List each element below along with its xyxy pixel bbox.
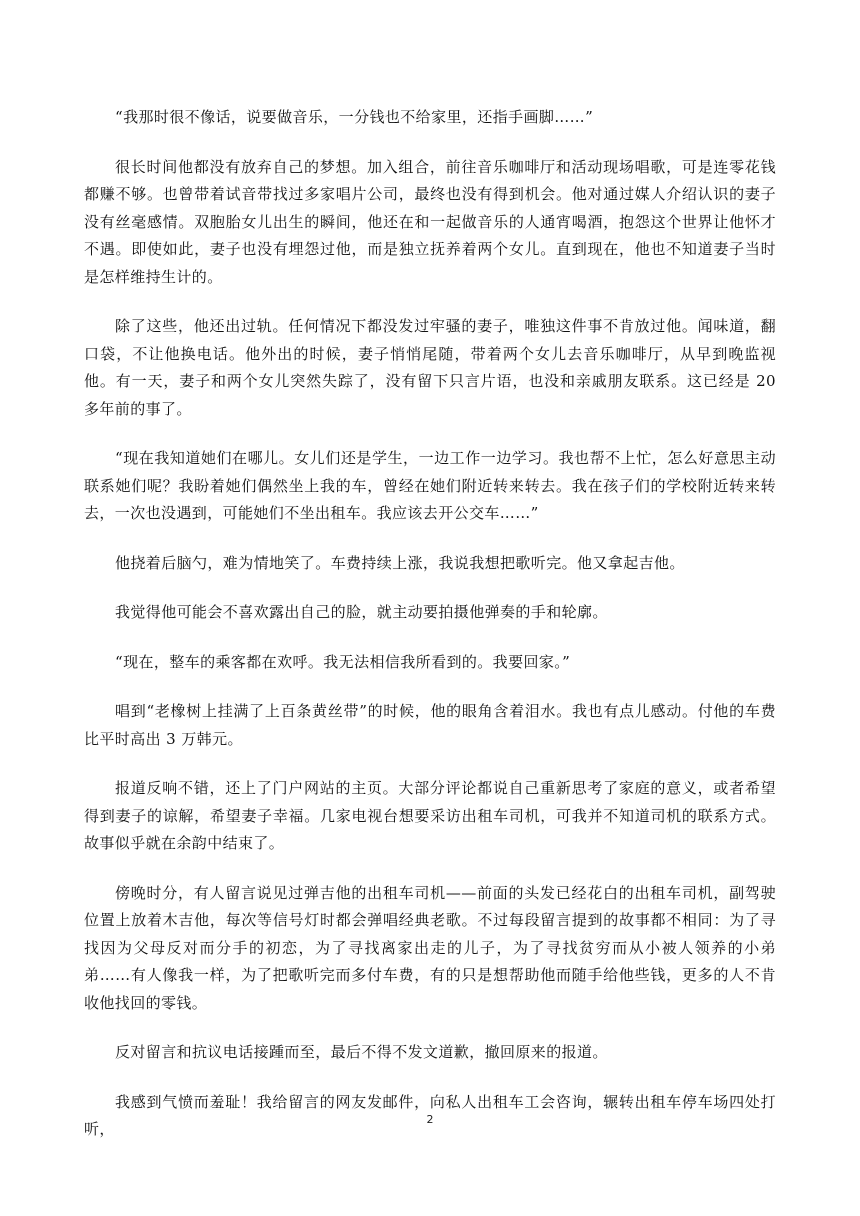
paragraph: 除了这些，他还出过轨。任何情况下都没发过牢骚的妻子，唯独这件事不肯放过他。闻味道，翻口袋，不让他换电话。他外出的时候，妻子悄悄尾随，带着两个女儿去音乐咖啡厅，从早到晚监视他。有一天，妻子和两个女儿突然失踪了，没有留下只言片语，也没和亲戚朋友联系。这已经是 20 多年前的事了。 <box>84 317 776 418</box>
paragraph: 报道反响不错，还上了门户网站的主页。大部分评论都说自己重新思考了家庭的意义，或者希望得到妻子的谅解，希望妻子幸福。几家电视台想要采访出租车司机，可我并不知道司机的联系方式。故事似乎就在余韵中结束了。 <box>84 779 776 852</box>
paragraph: 我感到气愤而羞耻！我给留言的网友发邮件，向私人出租车工会咨询，辗转出租车停车场四处打听， <box>84 1092 776 1138</box>
paragraph: 他挠着后脑勺，难为情地笑了。车费持续上涨，我说我想把歌听完。他又拿起吉他。 <box>115 553 685 572</box>
paragraph: “现在，整车的乘客都在欢呼。我无法相信我所看到的。我要回家。” <box>115 652 571 671</box>
paragraph: 反对留言和抗议电话接踵而至，最后不得不发文道歉，撤回原来的报道。 <box>115 1043 608 1061</box>
paragraph: “我那时很不像话，说要做音乐，一分钱也不给家里，还指手画脚……” <box>115 108 594 126</box>
article-body <box>84 104 776 1144</box>
page-number: 2 <box>426 1113 434 1126</box>
paragraph: “现在我知道她们在哪儿。女儿们还是学生，一边工作一边学习。我也帮不上忙，怎么好意思主动联系她们呢？我盼着她们偶然坐上我的车，曾经在她们附近转来转去。我在孩子们的学校附近转来转去，一次也没遇到，可能她们不坐出租车。我应该去开公交车……” <box>84 449 776 522</box>
paragraph: 很长时间他都没有放弃自己的梦想。加入组合，前往音乐咖啡厅和活动现场唱歌，可是连零花钱都赚不够。也曾带着试音带找过多家唱片公司，最终也没有得到机会。他对通过媒人介绍认识的妻子没有丝毫感情。双胞胎女儿出生的瞬间，他还在和一起做音乐的人通宵喝酒，抱怨这个世界让他怀才不遇。即使如此，妻子也没有埋怨过他，而是独立抚养着两个女儿。直到现在，他也不知道妻子当时是怎样维持生计的。 <box>84 157 776 286</box>
paragraph: 我觉得他可能会不喜欢露出自己的脸，就主动要拍摄他弹奏的手和轮廓。 <box>115 603 608 621</box>
paragraph: 唱到“老橡树上挂满了上百条黄丝带”的时候，他的眼角含着泪水。我也有点儿感动。付他的车费比平时高出 3 万韩元。 <box>84 702 776 748</box>
paragraph: 傍晚时分，有人留言说见过弹吉他的出租车司机——前面的头发已经花白的出租车司机，副驾驶位置上放着木吉他，每次等信号灯时都会弹唱经典老歌。不过每段留言提到的故事都不相同：为了寻找因为父母反对而分手的初恋，为了寻找离家出走的儿子，为了寻找贫穷而从小被人领养的小弟弟……有人像我一样，为了把歌听完而多付车费，有的只是想帮助他而随手给他些钱，更多的人不肯收他找回的零钱。 <box>84 883 776 1012</box>
